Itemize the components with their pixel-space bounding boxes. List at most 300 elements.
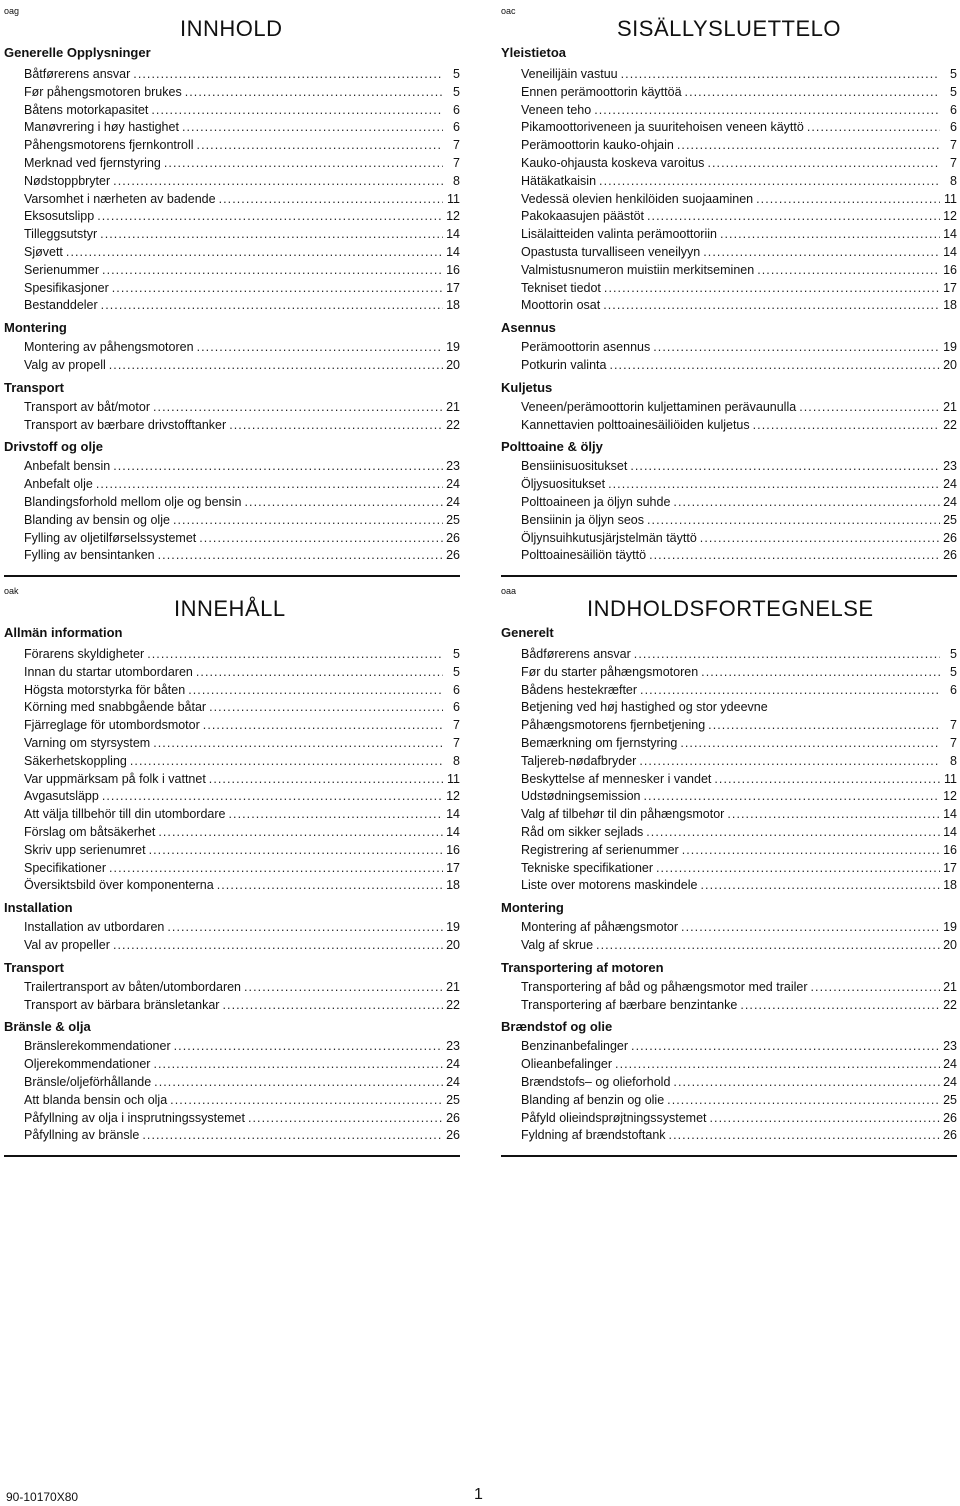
toc-entry-page: 21 (446, 399, 460, 414)
toc-entry[interactable] (4, 417, 460, 435)
toc-entry[interactable] (501, 137, 957, 155)
toc-entry[interactable] (4, 137, 460, 155)
dot-leader (174, 1038, 443, 1056)
toc-entry-page: 14 (446, 824, 460, 839)
dot-leader (811, 979, 941, 997)
toc-entry-page: 24 (943, 494, 957, 509)
toc-entry-label: Transportering af bærbare benzintanke (521, 997, 738, 1012)
toc-entry-label: Vedessä olevien henkilöiden suojaaminen (521, 191, 754, 206)
section-heading: Allmän information (4, 625, 123, 640)
toc-entry-page: 17 (446, 860, 460, 875)
toc-entry[interactable] (501, 512, 957, 530)
toc-entry-label: Før påhengsmotoren brukes (24, 84, 182, 99)
toc-swedish (4, 586, 460, 1157)
toc-entry-label: Pakokaasujen päästöt (521, 209, 645, 224)
toc-entry-label: Påhengsmotorens fjernkontroll (24, 138, 194, 153)
toc-entry-label: Udstødningsemission (521, 789, 641, 804)
toc-entry-page: 22 (943, 997, 957, 1012)
toc-entry-label: Bestanddeler (24, 298, 98, 313)
dot-leader (703, 244, 940, 262)
toc-entry-label: Valmistusnumeron muistiin merkitseminen (521, 262, 755, 277)
toc-entry-label: Nødstoppbryter (24, 173, 111, 188)
dot-leader (634, 646, 940, 664)
toc-entry-page: 25 (446, 512, 460, 527)
toc-entry-label: Moottorin osat (521, 298, 601, 313)
toc-entry-label: Perämoottorin asennus (521, 340, 651, 355)
page-number: 1 (474, 1486, 483, 1503)
dot-leader (167, 919, 443, 937)
dot-leader (714, 771, 940, 789)
toc-entry[interactable] (4, 1092, 460, 1110)
toc-entry-label: Fyldning af brændstoftank (521, 1128, 666, 1143)
dot-leader (644, 788, 941, 806)
toc-entry-label: Tekniset tiedot (521, 280, 601, 295)
dot-leader (147, 646, 443, 664)
toc-entry[interactable] (4, 860, 460, 878)
toc-entry[interactable] (501, 682, 957, 700)
toc-entry-page: 6 (453, 700, 460, 715)
section-heading: Montering (4, 320, 67, 336)
toc-entry[interactable] (501, 494, 957, 512)
section-heading: Transport (4, 379, 64, 395)
section-heading: Bränsle & olja (4, 1019, 91, 1035)
toc-entry[interactable] (501, 646, 957, 664)
section-heading: Polttoaine & öljy (501, 439, 603, 455)
toc-entry[interactable] (501, 860, 957, 878)
toc-entry[interactable] (4, 494, 460, 512)
toc-entry-page: 7 (453, 155, 460, 170)
dot-leader (173, 512, 443, 530)
toc-entry-page: 20 (943, 937, 957, 952)
toc-entry-label: Tekniske specifikationer (521, 860, 654, 875)
toc-entry-label: Montering af påhængsmotor (521, 920, 679, 935)
toc-entry-label: Ennen perämoottorin käyttöä (521, 84, 682, 99)
dot-leader (102, 262, 443, 280)
toc-entry[interactable] (501, 1038, 957, 1056)
dot-leader (164, 155, 443, 173)
dot-leader (604, 280, 940, 298)
toc-entry-label: Transport av bärbara bränsletankar (24, 997, 220, 1012)
dot-leader (807, 119, 940, 137)
section-heading: Installation (4, 900, 73, 916)
toc-entry-page: 26 (446, 1110, 460, 1125)
toc-entry[interactable] (501, 937, 957, 955)
toc-entry-page: 12 (446, 789, 460, 804)
toc-entry-page: 5 (453, 67, 460, 81)
toc-entry[interactable] (4, 1110, 460, 1128)
toc-entry[interactable] (4, 806, 460, 824)
toc-entry-label: Högsta motorstyrka för båten (24, 682, 186, 697)
toc-entry-page: 6 (453, 120, 460, 135)
toc-entry-label: Båtførerens ansvar (24, 67, 131, 81)
dot-leader (209, 699, 443, 717)
dot-leader (101, 297, 443, 315)
toc-entry-label: Valg av propell (24, 357, 106, 372)
toc-entry[interactable] (501, 399, 957, 417)
toc-entry-label: Innan du startar utombordaren (24, 664, 193, 679)
toc-entry[interactable] (4, 771, 460, 789)
dot-leader (96, 476, 443, 494)
dot-leader (113, 458, 443, 476)
dot-leader (639, 753, 940, 771)
toc-entry-page: 12 (943, 789, 957, 804)
toc-entry-page: 19 (446, 920, 460, 935)
toc-entry[interactable] (4, 458, 460, 476)
toc-entry-label: Benzinanbefalinger (521, 1039, 629, 1054)
toc-entry[interactable] (501, 979, 957, 997)
toc-entry-label: Att välja tillbehör till din utombordare (24, 807, 226, 822)
toc-entry-page: 20 (446, 937, 460, 952)
dot-leader (649, 547, 940, 565)
toc-entry[interactable] (4, 339, 460, 357)
dot-leader (677, 137, 940, 155)
toc-entry-page: 24 (943, 1057, 957, 1072)
dot-leader (229, 806, 444, 824)
dot-leader (720, 226, 940, 244)
toc-entry[interactable] (4, 937, 460, 955)
dot-leader (154, 1074, 443, 1092)
toc-entry[interactable] (501, 753, 957, 771)
toc-entry-label: Trailertransport av båten/utombordaren (24, 979, 242, 994)
toc-entry[interactable] (501, 66, 957, 84)
toc-entry[interactable] (501, 919, 957, 937)
toc-entry-label: Sjøvett (24, 244, 63, 259)
toc-entry[interactable] (501, 699, 957, 717)
toc-entry-page: 14 (446, 807, 460, 822)
toc-entry[interactable] (501, 84, 957, 102)
toc-entry-page: 24 (943, 477, 957, 492)
toc-entry-label: Påfyllning av bränsle (24, 1128, 140, 1143)
dot-leader (608, 476, 940, 494)
toc-entry-label: Avgasutsläpp (24, 789, 99, 804)
toc-entry-page: 23 (943, 459, 957, 474)
dot-leader (631, 1038, 940, 1056)
dot-leader (656, 860, 940, 878)
toc-entry[interactable] (501, 262, 957, 280)
toc-entry[interactable] (501, 1110, 957, 1128)
toc-entry[interactable] (4, 84, 460, 102)
toc-entry-page: 19 (943, 920, 957, 935)
toc-entry[interactable] (4, 530, 460, 548)
toc-entry-page: 21 (943, 979, 957, 994)
toc-entry-page: 22 (446, 997, 460, 1012)
toc-entry-page: 14 (943, 227, 957, 242)
dot-leader (615, 1056, 940, 1074)
toc-entry[interactable] (501, 530, 957, 548)
toc-entry-page: 5 (950, 67, 957, 81)
toc-entry[interactable] (4, 919, 460, 937)
toc-entry-page: 7 (950, 718, 957, 733)
dot-leader (710, 1110, 941, 1128)
dot-leader (673, 494, 940, 512)
toc-entry[interactable] (4, 280, 460, 298)
toc-entry-page: 23 (446, 1039, 460, 1054)
dot-leader (681, 919, 940, 937)
toc-entry-label: Anbefalt olje (24, 477, 93, 492)
toc-entry-page: 11 (447, 771, 460, 786)
toc-entry-label: Potkurin valinta (521, 357, 607, 372)
toc-entry-page: 6 (950, 682, 957, 697)
toc-entry-page: 12 (446, 209, 460, 224)
section-heading: Transportering af motoren (501, 959, 664, 975)
toc-entry[interactable] (501, 877, 957, 895)
toc-entry[interactable] (4, 788, 460, 806)
dot-leader (217, 877, 443, 895)
toc-entry[interactable] (4, 173, 460, 191)
toc-entry[interactable] (501, 788, 957, 806)
dot-leader (113, 937, 443, 955)
toc-entry-page: 18 (446, 298, 460, 313)
toc-entry-label: Manøvrering i høy hastighet (24, 120, 179, 135)
toc-entry[interactable] (4, 512, 460, 530)
toc-entry-page: 14 (943, 824, 957, 839)
dot-leader (203, 717, 443, 735)
dot-leader (182, 119, 443, 137)
dot-leader (142, 1127, 443, 1145)
dot-leader (185, 84, 443, 102)
dot-leader (170, 1092, 443, 1110)
toc-entry[interactable] (501, 208, 957, 226)
toc-entry[interactable] (501, 735, 957, 753)
dot-leader (197, 137, 443, 155)
dot-leader (130, 753, 443, 771)
dot-leader (594, 102, 940, 120)
toc-entry-page: 18 (943, 878, 957, 893)
dot-leader (727, 806, 940, 824)
dot-leader (708, 717, 940, 735)
toc-entry[interactable] (501, 280, 957, 298)
toc-entry[interactable] (4, 399, 460, 417)
toc-danish (501, 586, 957, 1157)
dot-leader (680, 735, 940, 753)
dot-leader (646, 824, 940, 842)
toc-entry-label: Påhængsmotorens fjernbetjening (521, 718, 706, 733)
toc-entry-label: Merknad ved fjernstyring (24, 155, 161, 170)
toc-entry[interactable] (501, 1092, 957, 1110)
toc-entry-page: 24 (446, 477, 460, 492)
toc-entry[interactable] (4, 979, 460, 997)
toc-entry-page: 25 (943, 512, 957, 527)
toc-entry[interactable] (501, 102, 957, 120)
toc-entry-page: 26 (943, 530, 957, 545)
toc-list (501, 624, 957, 1145)
toc-entry[interactable] (4, 1127, 460, 1145)
toc-entry[interactable] (501, 771, 957, 789)
toc-entry[interactable] (501, 458, 957, 476)
toc-entry-label: Anbefalt bensin (24, 459, 111, 474)
toc-entry[interactable] (4, 547, 460, 565)
dot-leader (799, 399, 940, 417)
toc-entry-page: 24 (446, 494, 460, 509)
toc-entry-page: 24 (446, 1074, 460, 1089)
dot-leader (219, 191, 443, 209)
toc-entry-page: 6 (453, 682, 460, 697)
toc-entry[interactable] (4, 997, 460, 1015)
toc-entry[interactable] (501, 226, 957, 244)
toc-entry[interactable] (4, 357, 460, 375)
toc-entry-page: 6 (950, 120, 957, 135)
toc-entry-label: Översiktsbild över komponenterna (24, 878, 214, 893)
dot-leader (248, 1110, 443, 1128)
toc-entry[interactable] (4, 208, 460, 226)
toc-entry-page: 6 (950, 102, 957, 117)
toc-entry-page: 17 (943, 280, 957, 295)
toc-entry-label: Spesifikasjoner (24, 280, 109, 295)
toc-entry[interactable] (4, 297, 460, 315)
toc-entry-page: 11 (447, 191, 460, 206)
toc-entry-page: 26 (446, 530, 460, 545)
dot-leader (700, 530, 940, 548)
section-heading: Brændstof og olie (501, 1019, 613, 1035)
toc-entry[interactable] (501, 357, 957, 375)
toc-entry-label: Opastusta turvalliseen veneilyyn (521, 244, 701, 259)
toc-entry-label: Betjening ved høj hastighed og stor ydeevne (521, 700, 768, 715)
toc-entry-page: 8 (453, 753, 460, 768)
toc-entry[interactable] (4, 119, 460, 137)
toc-entry-label: Polttoaineen ja öljyn suhde (521, 494, 671, 509)
section-heading: Montering (501, 900, 564, 916)
toc-entry-page: 7 (453, 735, 460, 750)
toc-entry-label: Förarens skyldigheter (24, 647, 145, 661)
toc-entry[interactable] (4, 262, 460, 280)
dot-leader (700, 877, 940, 895)
toc-entry-label: Fjärreglage för utombordsmotor (24, 718, 200, 733)
language-code: oak (4, 586, 19, 596)
toc-entry[interactable] (4, 1074, 460, 1092)
toc-entry-label: Bådførerens ansvar (521, 647, 631, 661)
toc-entry[interactable] (4, 753, 460, 771)
toc-entry[interactable] (4, 646, 460, 664)
toc-entry-page: 8 (950, 753, 957, 768)
toc-entry-label: Bensiinin ja öljyn seos (521, 512, 644, 527)
toc-entry[interactable] (501, 244, 957, 262)
toc-entry[interactable] (501, 1127, 957, 1145)
toc-entry[interactable] (4, 717, 460, 735)
dot-leader (245, 494, 444, 512)
dot-leader (158, 824, 443, 842)
dot-leader (112, 280, 443, 298)
section-heading: Kuljetus (501, 379, 553, 395)
toc-entry-label: Serienummer (24, 262, 100, 277)
toc-entry-label: Fylling av oljetilførselssystemet (24, 530, 197, 545)
toc-entry-label: Pikamoottoriveneen ja suuritehoisen veneen käyttö (521, 120, 804, 135)
bottom-rule (501, 575, 957, 577)
toc-entry-page: 16 (446, 262, 460, 277)
toc-entry-page: 6 (453, 102, 460, 117)
toc-entry-label: Installation av utbordaren (24, 920, 165, 935)
toc-entry[interactable] (501, 717, 957, 735)
toc-finnish (501, 6, 957, 577)
toc-entry-page: 14 (943, 244, 957, 259)
toc-entry[interactable] (4, 682, 460, 700)
toc-entry[interactable] (4, 1056, 460, 1074)
toc-entry-label: Veneen teho (521, 102, 592, 117)
toc-entry[interactable] (501, 1056, 957, 1074)
dot-leader (97, 208, 443, 226)
toc-entry-label: Transportering af båd og påhængsmotor med trailer (521, 979, 808, 994)
toc-entry-label: Varsomhet i nærheten av badende (24, 191, 216, 206)
dot-leader (647, 512, 940, 530)
toc-entry[interactable] (4, 735, 460, 753)
toc-entry-label: Perämoottorin kauko-ohjain (521, 138, 674, 153)
dot-leader (113, 173, 443, 191)
toc-list (4, 44, 460, 565)
section-heading: Generelt (501, 625, 554, 640)
toc-entry-label: Skriv upp serienumret (24, 842, 146, 857)
toc-entry-label: Transport av bærbare drivstofftanker (24, 417, 227, 432)
toc-entry[interactable] (4, 226, 460, 244)
toc-entry-page: 7 (950, 735, 957, 750)
dot-leader (609, 357, 940, 375)
toc-entry[interactable] (4, 842, 460, 860)
toc-entry[interactable] (501, 155, 957, 173)
toc-entry[interactable] (4, 824, 460, 842)
toc-entry[interactable] (501, 806, 957, 824)
toc-entry-label: Tilleggsutstyr (24, 227, 98, 242)
dot-leader (153, 1056, 443, 1074)
toc-entry[interactable] (501, 417, 957, 435)
toc-entry[interactable] (501, 997, 957, 1015)
toc-entry-label: Säkerhetskoppling (24, 753, 127, 768)
dot-leader (133, 66, 443, 84)
toc-entry[interactable] (501, 173, 957, 191)
toc-entry[interactable] (501, 664, 957, 682)
toc-entry[interactable] (4, 664, 460, 682)
toc-entry-page: 5 (453, 84, 460, 99)
dot-leader (109, 357, 443, 375)
toc-entry[interactable] (501, 842, 957, 860)
toc-entry-page: 18 (446, 878, 460, 893)
toc-entry-page: 8 (950, 173, 957, 188)
dot-leader (682, 842, 940, 860)
toc-entry-page: 20 (943, 357, 957, 372)
toc-entry[interactable] (4, 877, 460, 895)
toc-entry[interactable] (501, 297, 957, 315)
toc-entry[interactable] (501, 476, 957, 494)
toc-entry-label: Val av propeller (24, 937, 110, 952)
toc-entry[interactable] (4, 699, 460, 717)
toc-entry[interactable] (4, 1038, 460, 1056)
toc-entry[interactable] (501, 547, 957, 565)
toc-entry-page: 22 (943, 417, 957, 432)
toc-entry-page: 5 (950, 84, 957, 99)
bottom-rule (501, 1155, 957, 1157)
toc-entry-label: Brændstofs– og olieforhold (521, 1074, 671, 1089)
toc-entry-page: 17 (446, 280, 460, 295)
section-heading: Asennus (501, 320, 556, 336)
toc-entry[interactable] (501, 824, 957, 842)
toc-entry-label: Oljerekommendationer (24, 1057, 151, 1072)
toc-entry[interactable] (501, 1074, 957, 1092)
dot-leader (685, 84, 940, 102)
toc-entry[interactable] (4, 102, 460, 120)
toc-entry[interactable] (4, 191, 460, 209)
toc-entry[interactable] (501, 191, 957, 209)
toc-list (4, 624, 460, 1145)
toc-entry-page: 20 (446, 357, 460, 372)
dot-leader (197, 339, 443, 357)
toc-entry[interactable] (4, 244, 460, 262)
dot-leader (630, 458, 940, 476)
toc-entry[interactable] (4, 476, 460, 494)
dot-leader (647, 208, 940, 226)
toc-entry[interactable] (501, 119, 957, 137)
toc-entry[interactable] (4, 155, 460, 173)
toc-entry[interactable] (4, 66, 460, 84)
toc-entry[interactable] (501, 339, 957, 357)
dot-leader (229, 417, 443, 435)
dot-leader (667, 1092, 940, 1110)
